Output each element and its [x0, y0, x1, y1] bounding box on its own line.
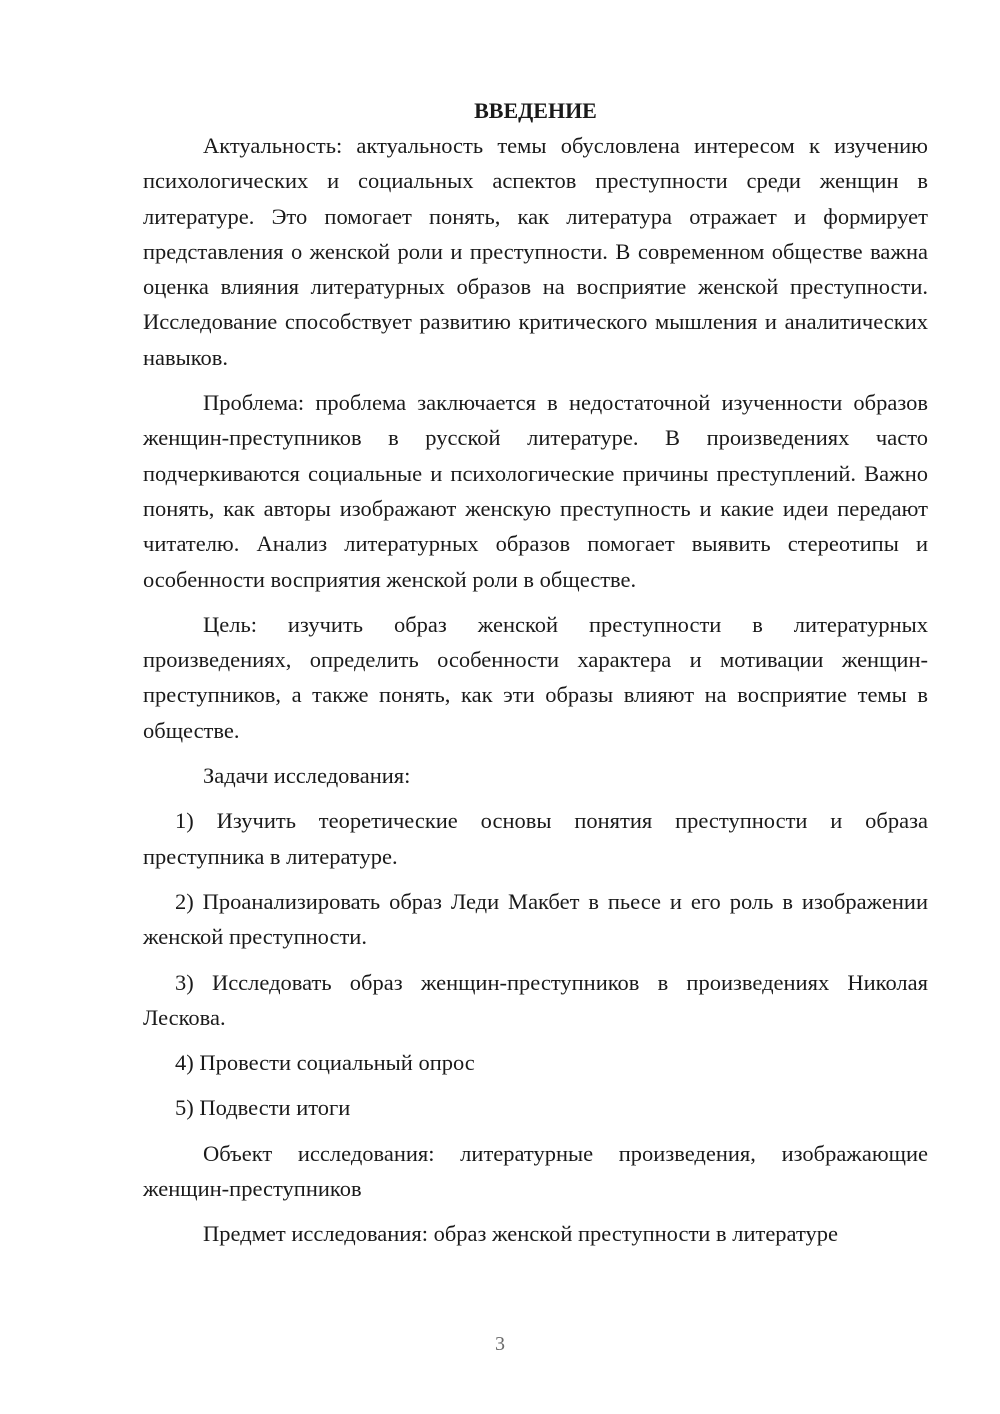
subject-paragraph: Предмет исследования: образ женской преступности в литературе [203, 1221, 838, 1247]
object-paragraph: Объект исследования: литературные произведения, изображающие женщин-преступников [143, 1140, 928, 1202]
goal-paragraph: Цель: изучить образ женской преступности в литературных произведениях, определить особенности характера и мотивации женщин-преступников, а также понять, как эти образы влияют на восприятие темы в обществе. [143, 611, 928, 743]
task-item-2: 2) Проанализировать образ Леди Макбет в пьесе и его роль в изображении женской преступности. [143, 888, 928, 950]
task-item-3: 3) Исследовать образ женщин-преступников в произведениях Николая Лескова. [143, 969, 928, 1030]
task-item-5: 5) Подвести итоги [175, 1095, 351, 1121]
problem-paragraph: Проблема: проблема заключается в недостаточной изученности образов женщин-преступников в русской литературе. В произведениях часто подчеркиваются социальные и психологические причины преступлений. Важно понять, как авторы изображают женскую преступность и какие идеи передают читателю. Анализ литературных образов помогает выявить стереотипы и особенности восприятия женской роли в обществе. [143, 390, 928, 592]
task-item-4: 4) Провести социальный опрос [175, 1050, 475, 1076]
page-content [143, 94, 928, 1262]
task-item-1: 1) Изучить теоретические основы понятия преступности и образа преступника в литературе. [143, 808, 928, 869]
page-number: 3 [495, 1333, 505, 1355]
relevance-paragraph: Актуальность: актуальность темы обусловлена интересом к изучению психологических и социальных аспектов преступности среди женщин в литературе. Это помогает понять, как литература отражает и формирует представления о женской роли и преступности. В современном обществе важна оценка влияния литературных образов на восприятие женской преступности. Исследование способствует развитию критического мышления и аналитических навыков. [143, 133, 928, 370]
tasks-title: Задачи исследования: [203, 763, 411, 789]
page-title: ВВЕДЕНИЕ [474, 98, 597, 123]
